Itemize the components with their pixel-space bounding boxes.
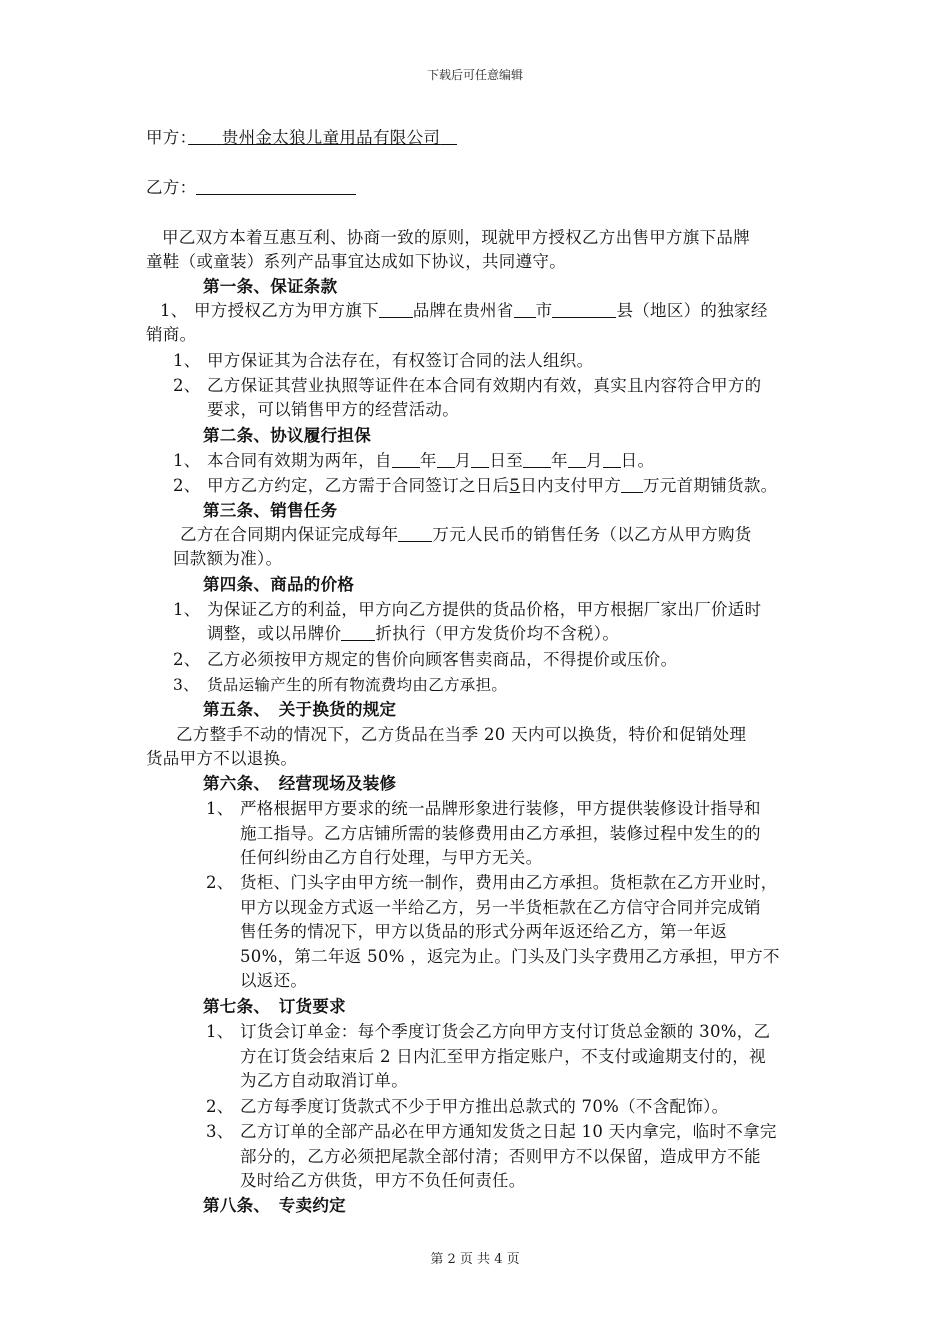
art1-clause-3: 2、 乙方保证其营业执照等证件在本合同有效期内有效，真实且内容符合甲方的	[173, 376, 762, 395]
discount-blank	[341, 622, 375, 641]
art7-clause-1: 1、 订货会订单金：每个季度订货会乙方向甲方支付订货总金额的 30%，乙	[206, 1022, 771, 1041]
art7-clause-3-line-2: 部分的，乙方必须把尾款全部付清；否则甲方不以保留，造成甲方不能	[240, 1147, 761, 1166]
art1-clause-1-cont: 销商。	[146, 325, 197, 344]
art4-clause-2: 2、 乙方必须按甲方规定的售价向顾客售卖商品，不得提价或压价。	[173, 650, 678, 669]
art7-clause-1-line-3: 为乙方自动取消订单。	[240, 1071, 408, 1090]
day-blank-2	[603, 449, 621, 468]
art4-clause-1-cont: 调整，或以吊牌价 折执行（甲方发货价均不含税）。	[207, 624, 620, 643]
art5-line-1: 乙方整手不动的情况下，乙方货品在当季 20 天内可以换货，特价和促销处理	[176, 725, 747, 744]
art6-clause-2-line-5: 以返还。	[240, 971, 308, 990]
brand-blank	[379, 299, 413, 318]
art6-clause-1-line-3: 任何纠纷由乙方自行处理，与甲方无关。	[240, 848, 543, 867]
article-5-title: 第五条、 关于换货的规定	[203, 700, 397, 719]
article-3-title: 第三条、销售任务	[203, 501, 338, 520]
party-a-label: 甲方：	[146, 128, 189, 147]
art6-clause-2: 2、 货柜、门头字由甲方统一制作，费用由乙方承担。货柜款在乙方开业时，	[206, 873, 778, 892]
month-blank-2	[568, 449, 586, 468]
art4-clause-3: 3、 货品运输产生的所有物流费均由乙方承担。	[173, 676, 508, 694]
city-blank	[514, 299, 536, 318]
art6-clause-2-line-3: 售任务的情况下，甲方以货品的形式分两年返还给乙方，第一年返	[240, 922, 728, 941]
art6-clause-1: 1、 严格根据甲方要求的统一品牌形象进行装修，甲方提供装修设计指导和	[206, 799, 761, 818]
art1-clause-2: 1、 甲方保证其为合法存在，有权签订合同的法人组织。	[173, 351, 594, 370]
article-7-title: 第七条、 订货要求	[203, 997, 346, 1016]
page-header: 下载后可任意编辑	[426, 68, 523, 82]
article-6-title: 第六条、 经营现场及装修	[203, 774, 397, 793]
party-b-label: 乙方：	[146, 178, 197, 197]
art6-clause-2-line-4: 50%，第二年返 50% ，返完为止。门头及门头字费用乙方承担，甲方不	[240, 947, 780, 966]
month-blank	[437, 449, 455, 468]
art6-clause-2-line-2: 甲方以现金方式返一半给乙方，另一半货柜款在乙方信守合同并完成销	[240, 898, 761, 917]
party-a-line	[146, 126, 457, 150]
intro-line-2: 童鞋（或童装）系列产品事宜达成如下协议，共同遵守。	[146, 252, 566, 271]
art3-line-2: 回款额为准）。	[173, 549, 283, 568]
art7-clause-1-line-2: 方在订货会结束后 2 日内汇至甲方指定账户，不支付或逾期支付的，视	[240, 1047, 766, 1066]
day-blank	[471, 449, 489, 468]
article-1-title: 第一条、保证条款	[203, 277, 338, 296]
art3-line-1: 乙方在合同期内保证完成每年 万元人民币的销售任务（以乙方从甲方购货	[180, 525, 752, 544]
art6-clause-1-line-2: 施工指导。乙方店铺所需的装修费用由乙方承担，装修过程中发生的的	[240, 824, 761, 843]
page-footer: 第 2 页 共 4 页	[430, 1252, 520, 1267]
art1-clause-1: 1、 甲方授权乙方为甲方旗下 品牌在贵州省 市 县（地区）的独家经	[160, 299, 768, 323]
art5-line-2: 货品甲方不以退换。	[146, 749, 298, 768]
party-b-blank	[196, 176, 356, 195]
county-blank	[552, 299, 616, 318]
article-4-title: 第四条、商品的价格	[203, 575, 355, 594]
party-a-name: 贵州金太狼儿童用品有限公司	[221, 128, 441, 147]
art7-clause-2: 2、 乙方每季度订货款式不少于甲方推出总款式的 70%（不含配饰）。	[206, 1097, 729, 1116]
year-blank-2	[523, 449, 551, 468]
amount-blank	[621, 474, 643, 493]
art4-clause-1: 1、 为保证乙方的利益，甲方向乙方提供的货品价格，甲方根据厂家出厂价适时	[173, 600, 762, 619]
art1-clause-3-cont: 要求，可以销售甲方的经营活动。	[207, 400, 459, 419]
art2-clause-1: 1、 本合同有效期为两年，自 年 月 日至 年 月 日。	[173, 451, 655, 470]
art7-clause-3-line-3: 及时给乙方供货，甲方不负任何责任。	[240, 1171, 526, 1190]
party-b-line	[146, 176, 356, 200]
article-2-title: 第二条、协议履行担保	[203, 426, 371, 445]
intro-line-1: 甲乙双方本着互惠互利、协商一致的原则，现就甲方授权乙方出售甲方旗下品牌	[162, 228, 750, 247]
article-8-title: 第八条、 专卖约定	[203, 1196, 346, 1215]
days-value: 5	[509, 476, 521, 495]
year-blank	[392, 449, 420, 468]
art2-clause-2: 2、 甲方乙方约定，乙方需于合同签订之日后5日内支付甲方 万元首期铺货款。	[173, 476, 778, 495]
art7-clause-3: 3、 乙方订单的全部产品必在甲方通知发货之日起 10 天内拿完，临时不拿完	[206, 1122, 777, 1141]
sales-blank	[398, 523, 432, 542]
clause-number: 1、	[160, 301, 188, 320]
